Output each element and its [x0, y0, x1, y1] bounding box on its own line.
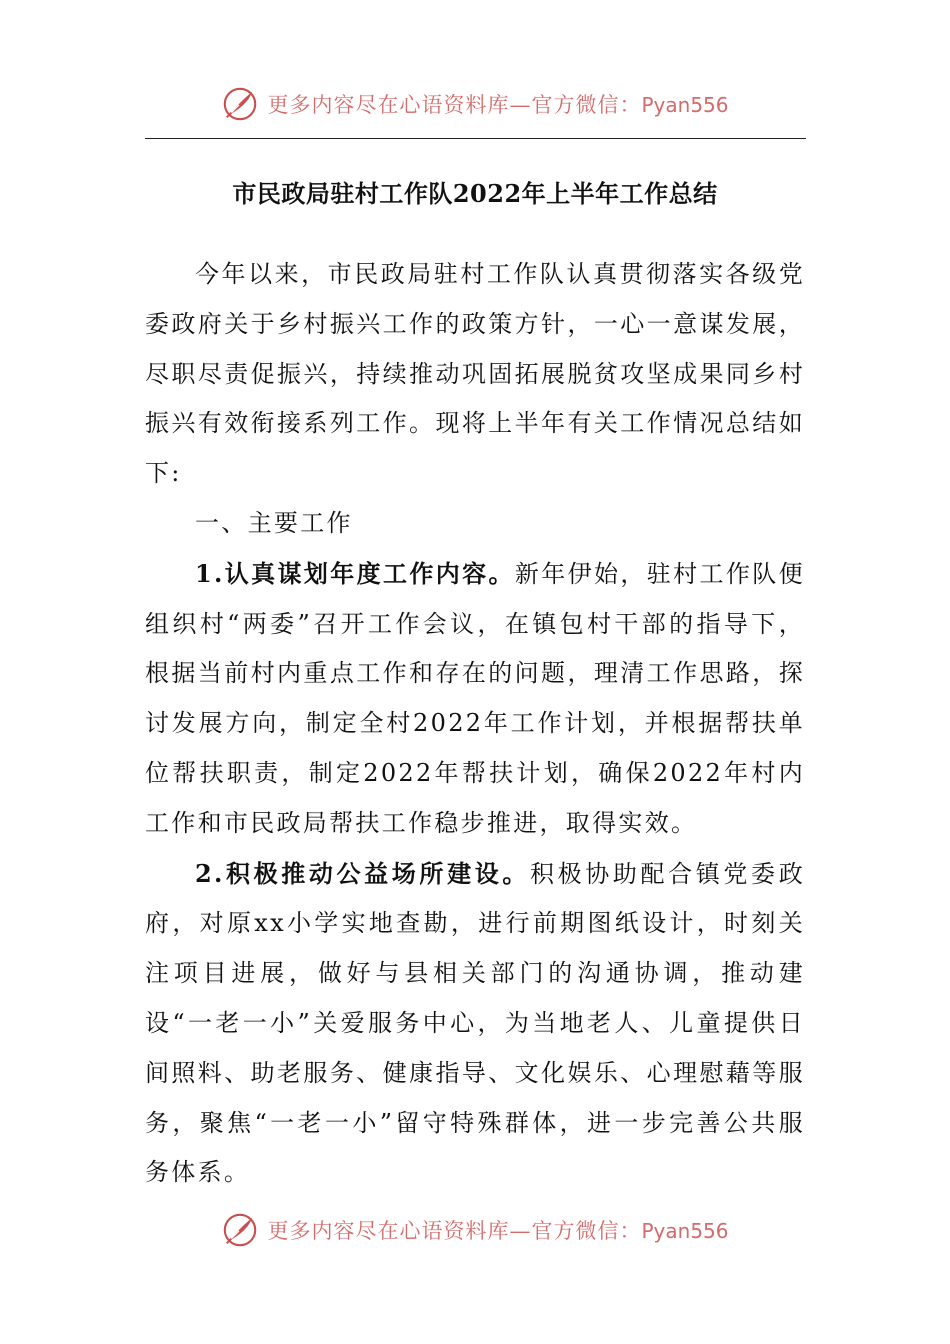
- document-title: 市民政局驻村工作队2022年上半年工作总结: [232, 179, 718, 208]
- watermark-text: 更多内容尽在心语资料库—官方微信：Pyan556: [267, 93, 729, 117]
- header-watermark: [0, 82, 950, 126]
- section-heading: 一、主要工作: [195, 508, 353, 537]
- document-body: [145, 250, 805, 1198]
- work-item-lead: 2.积极推动公益场所建设。: [195, 858, 530, 888]
- watermark-text: 更多内容尽在心语资料库—官方微信：Pyan556: [267, 1219, 729, 1243]
- work-item-text: 新年伊始，驻村工作队便组织村“两委”召开工作会议，在镇包村干部的指导下，根据当前村内重点工作和存在的问题，理清工作思路，探讨发展方向，制定全村2022年工作计划，并根据帮扶单位帮扶职责，制定2022年帮扶计划，确保2022年村内工作和市民政局帮扶工作稳步推进，取得实效。: [145, 559, 805, 837]
- footer-watermark: [0, 1208, 950, 1252]
- work-item-text: 积极协助配合镇党委政府，对原xx小学实地查勘，进行前期图纸设计，时刻关注项目进展，做好与县相关部门的沟通协调，推动建设“一老一小”关爱服务中心，为当地老人、儿童提供日间照料、助老服务、健康指导、文化娱乐、心理慰藉等服务，聚焦“一老一小”留守特殊群体，进一步完善公共服务体系。: [145, 859, 805, 1187]
- quill-pen-logo-icon: [221, 85, 259, 123]
- intro-paragraph: 今年以来，市民政局驻村工作队认真贯彻落实各级党委政府关于乡村振兴工作的政策方针，一心一意谋发展，尽职尽责促振兴，持续推动巩固拓展脱贫攻坚成果同乡村振兴有效衔接系列工作。现将上半年有关工作情况总结如下:: [145, 260, 805, 488]
- header-divider: [145, 138, 806, 139]
- work-item-paragraph: [145, 849, 805, 1199]
- quill-pen-logo-icon: [221, 1211, 259, 1249]
- work-item-paragraph: [145, 549, 805, 849]
- work-item-lead: 1.认真谋划年度工作内容。: [195, 558, 515, 588]
